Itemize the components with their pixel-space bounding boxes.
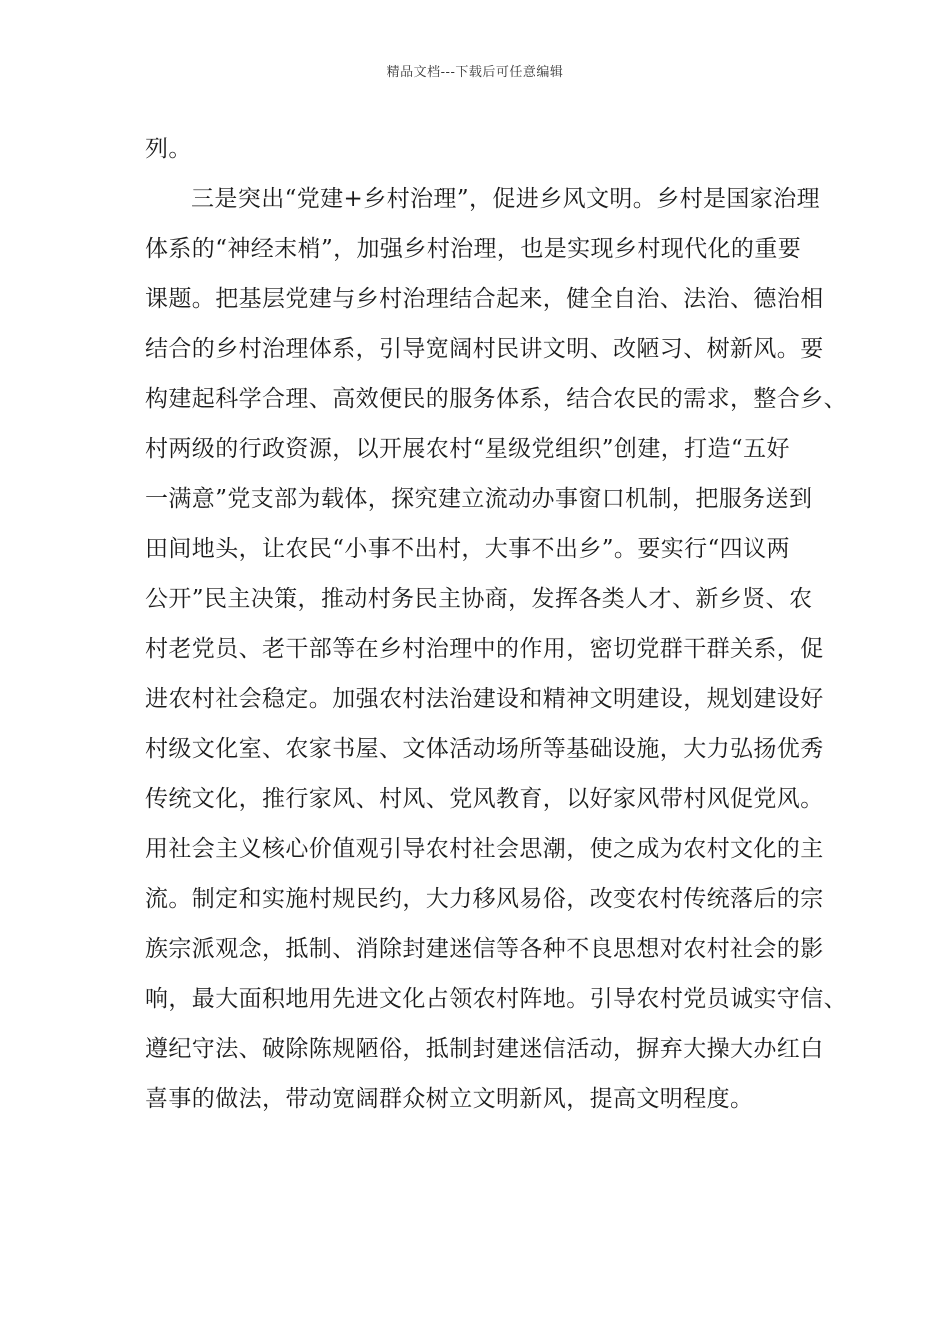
text-line: 村级文化室、农家书屋、文体活动场所等基础设施，大力弘扬优秀 <box>145 736 824 762</box>
paragraph-first-line: 三是突出“党建+乡村治理”，促进乡风文明。乡村是国家治理 <box>191 186 820 212</box>
text-line: 一满意”党支部为载体，探究建立流动办事窗口机制，把服务送到 <box>145 486 813 512</box>
document-body <box>145 124 847 1124</box>
text-line: 进农村社会稳定。加强农村法治建设和精神文明建设，规划建设好 <box>145 686 824 712</box>
text-line: 遵纪守法、破除陈规陋俗，抵制封建迷信活动，摒弃大操大办红白 <box>145 1036 824 1062</box>
text-line: 流。制定和实施村规民约，大力移风易俗，改变农村传统落后的宗 <box>145 886 824 912</box>
page-header: 精品文档---下载后可任意编辑 <box>386 65 564 80</box>
text-line: 传统文化，推行家风、村风、党风教育，以好家风带村风促党风。 <box>145 786 824 812</box>
text-line: 喜事的做法，带动宽阔群众树立文明新风，提高文明程度。 <box>145 1086 754 1112</box>
text-line: 用社会主义核心价值观引导农村社会思潮，使之成为农村文化的主 <box>145 836 824 862</box>
text-line: 族宗派观念，抵制、消除封建迷信等各种不良思想对农村社会的影 <box>145 936 824 962</box>
text-line: 田间地头，让农民“小事不出村，大事不出乡”。要实行“四议两 <box>145 536 790 562</box>
text-line: 课题。把基层党建与乡村治理结合起来，健全自治、法治、德治相 <box>145 286 824 312</box>
text-line: 结合的乡村治理体系，引导宽阔村民讲文明、改陋习、树新风。要 <box>145 336 824 362</box>
text-line: 村两级的行政资源，以开展农村“星级党组织”创建，打造“五好 <box>145 436 790 462</box>
text-line: 构建起科学合理、高效便民的服务体系，结合农民的需求，整合乡、 <box>145 386 847 412</box>
text-line: 村老党员、老干部等在乡村治理中的作用，密切党群干群关系，促 <box>145 636 824 662</box>
text-line: 列。 <box>145 136 192 162</box>
text-line: 响，最大面积地用先进文化占领农村阵地。引导农村党员诚实守信、 <box>145 986 847 1012</box>
text-line: 体系的“神经末梢”，加强乡村治理，也是实现乡村现代化的重要 <box>145 236 802 262</box>
text-line: 公开”民主决策，推动村务民主协商，发挥各类人才、新乡贤、农 <box>145 586 813 612</box>
